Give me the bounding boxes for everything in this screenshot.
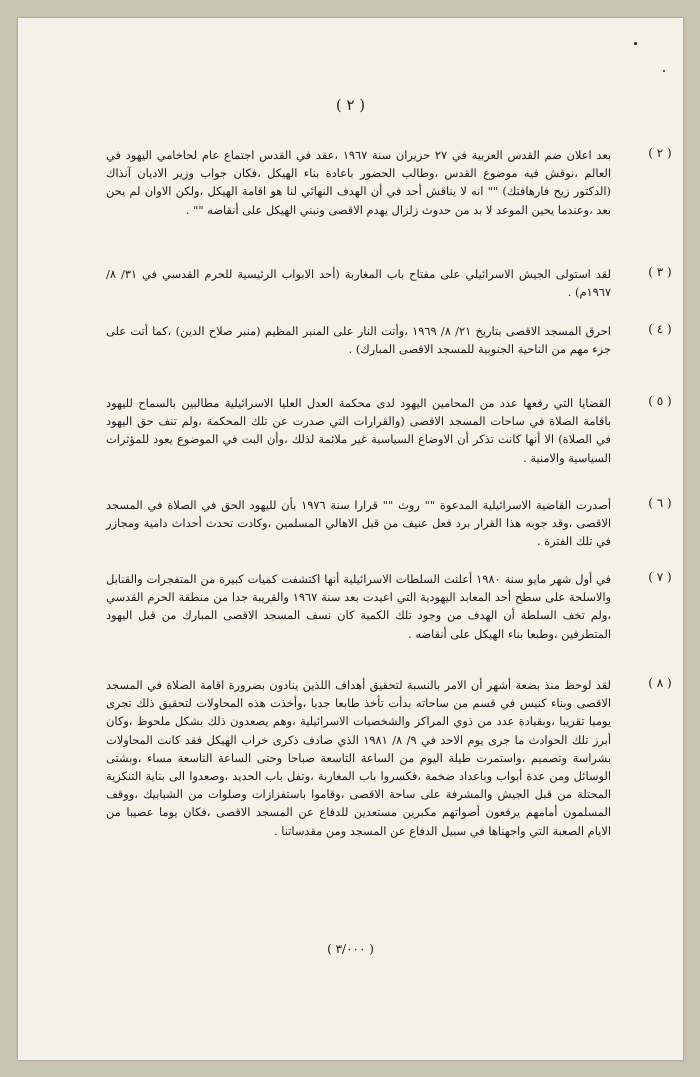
paragraph-3 [106, 265, 672, 301]
paragraph-text: لقد استولى الجيش الاسرائيلي على مفتاح باب المغاربة (أحد الابواب الرئيسية للحرم القدسي في ٣١/ ٨/ ١٩٦٧م) . [106, 267, 611, 300]
page-number: ( ٢ ) [335, 96, 366, 114]
paragraph-5 [106, 394, 672, 467]
paragraph-number: ( ٤ ) [648, 322, 672, 336]
paragraph-number: ( ٣ ) [648, 265, 672, 279]
paragraph-6 [106, 496, 672, 551]
paragraph-text: القضايا التي رفعها عدد من المحامين اليهود لدى محكمة العدل العليا الاسرائيلية مطالبين بالسماح لليهود باقامة الصلاة في ساحات المسجد الاقصى (والقرارات التي صدرت عن تلك المحكمة ،ولم تنف حق اليهود في الصلاة) الا أنها كانت تذكر أن الاوضاع السياسية غير ملائمة لذلك ،وأن البت في الموضوع يعود للمؤثرات السياسية والامنية . [106, 396, 611, 465]
paragraph-text: بعد اعلان ضم القدس العربية في ٢٧ حزيران سنة ١٩٦٧ ،عقد في القدس اجتماع عام لحاخامي اليهود في العالم ،نوقش فيه موضوع القدس ،وطالب الحضور باعادة بناء الهيكل ،فكان جواب وزير الاديان آنذاك (الدكتور زيح فارهافتك) "" انه لا يناقش أحد في أن الهدف النهائي لنا هو اقامة الهيكل ،ولكن الاوان لم يحن بعد ،وعندما يحين الموعد لا بد من حدوث زلزال يهدم الاقصى ونبني الهيكل على أنقاضه "" . [106, 148, 611, 217]
paragraph-number: ( ٦ ) [648, 496, 672, 510]
paragraph-4 [106, 322, 672, 358]
paragraph-8 [106, 676, 672, 840]
page-footer: ( ٣/٠٠٠ ) [327, 942, 374, 956]
document-page [18, 18, 683, 1060]
paragraph-2 [106, 146, 672, 219]
paragraph-number: ( ٢ ) [648, 146, 672, 160]
paragraph-number: ( ٨ ) [648, 676, 672, 690]
paragraph-text: أصدرت القاضية الاسرائيلية المدعوة "" روث "" قرارا سنة ١٩٧٦ بأن لليهود الحق في الصلاة في المسجد الاقصى ،وقد جوبه هذا القرار برد فعل عنيف من قبل الاهالي المسلمين ،وكادت تحدث أحداث دامية ومجازر في تلك الفترة . [106, 498, 611, 549]
paragraph-7 [106, 570, 672, 643]
ink-speck [663, 70, 665, 72]
paragraph-text: احرق المسجد الاقصى بتاريخ ٢١/ ٨/ ١٩٦٩ ،وأتت النار على المنبر المظيم (منبر صلاح الدين) ،كما أتت على جزء مهم من الناحية الجنوبية للمسجد الاقصى المبارك) . [106, 324, 611, 357]
ink-speck [634, 42, 637, 45]
paragraph-text: في أول شهر مايو سنة ١٩٨٠ أعلنت السلطات الاسرائيلية أنها اكتشفت كميات كبيرة من المتفجرات والقنابل والاسلحة على سطح أحد المعابد اليهودية التي اعيدت بعد سنة ١٩٦٧ والقريبة جدا من منطقة الحرم القدسي ،ولم تخف السلطة أن الهدف من وجود تلك الكمية كان نسف المسجد الاقصى المبارك من قبل اليهود المتطرفين ،وطبعا بناء الهيكل على أنقاضه . [106, 572, 611, 641]
paragraph-text: لقد لوحظ منذ بضعة أشهر أن الامر بالنسبة لتحقيق أهداف اللذين ينادون بضرورة اقامة الصلاة في المسجد الاقصى وبناء كنيس في قسم من ساحاته بدأت تأخذ طابعا جديا ،وأخذت هذه المحاولات لتحقيق ذلك تجرى يوميا تقريبا ،وبقيادة عدد من ذوي المراكز والشخصيات الاسرائيلية ،وهم يصعدون ذلك بشكل ملحوظ ،وكان أبرز تلك الحوادث ما جرى يوم الاحد في ٩/ ٨/ ١٩٨١ الذي صادف ذكرى خراب الهيكل فقد كانت المحاولات بشراسة وتصميم ،واستمرت طيلة اليوم من الساعة التاسعة صباحا وحتى الساعة التاسعة مساء ،وبشتى الوسائل ومن عدة أبواب وباعداد ضخمة ،فكسروا باب المغاربة ،وتفل باب الحديد ،وصعدوا الى بناية التنكزية المحتلة من قبل الجيش والمشرفة على ساحة الاقصى ،وقاموا باستفزازات وصلوات من الشبابيك ،ووقف المسلمون أمامهم يرفعون أصواتهم مكبرين مستعدين للدفاع عن المسجد الاقصى ،فكان يوما عصيبا من الايام الصعبة التي واجهناها في سبيل الدفاع عن المسجد ومن مقدساتنا . [106, 678, 611, 838]
paragraph-number: ( ٧ ) [648, 570, 672, 584]
paragraph-number: ( ٥ ) [648, 394, 672, 408]
